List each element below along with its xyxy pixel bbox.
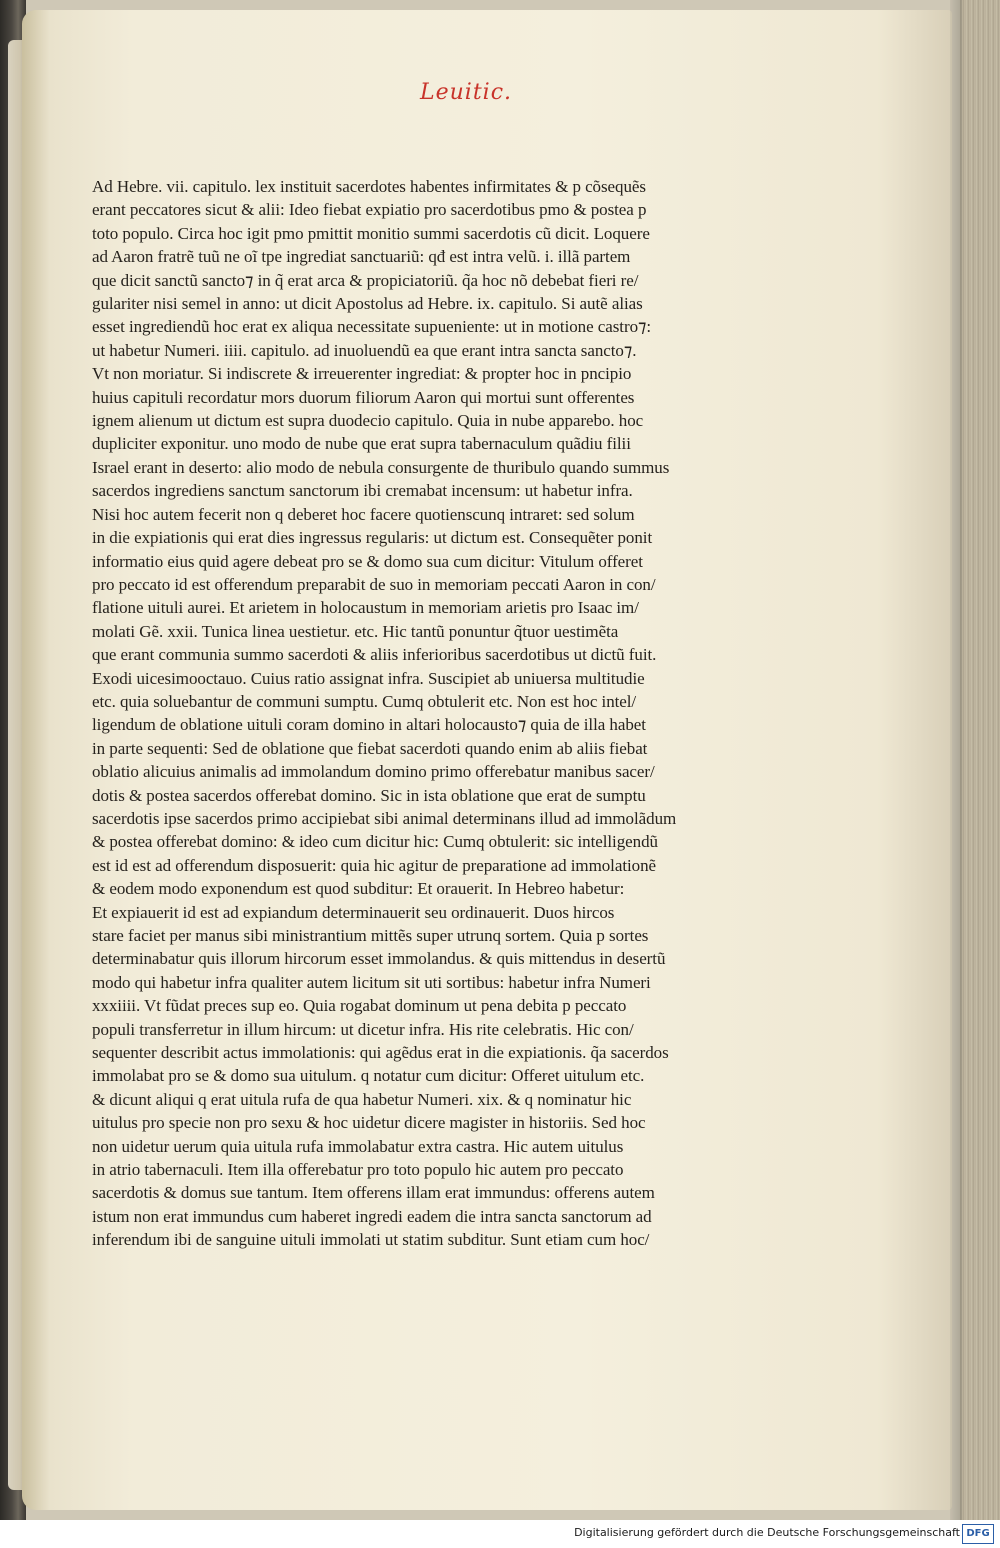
text-line: ad Aaron fratrẽ tuũ ne oĩ tpe ingrediat sanctuariũ: qđ est intra velũ. i. illã partem [92,247,631,267]
text-line: sacerdos ingrediens sanctum sanctorum ibi cremabat incensum: ut habetur infra. [92,481,633,501]
body-text-block [92,175,732,1252]
text-line: Israel erant in deserto: alio modo de nebula consurgente de thuribulo quando summus [92,457,670,477]
text-line: molati Gẽ. xxii. Tunica linea uestietur. etc. Hic tantũ ponuntur q̃tuor uestimẽta [92,621,619,641]
text-line: immolabat pro se & domo sua uitulum. q notatur cum dicitur: Offeret uitulum etc. [92,1066,645,1086]
text-line: inferendum ibi de sanguine uituli immolati ut statim subditur. Sunt etiam cum hoc/ [92,1230,650,1250]
text-line: que dicit sanctũ sancto⁊ in q̃ erat arca & propiciatoriũ. q̃a hoc nõ debebat fieri re/ [92,270,639,290]
text-line: oblatio alicuius animalis ad immolandum domino primo offerebatur manibus sacer/ [92,762,655,782]
text-line: informatio eius quid agere debeat pro se & domo sua cum dicitur: Vitulum offeret [92,551,643,571]
text-line: huius capituli recordatur mors duorum filiorum Aaron qui mortui sunt offerentes [92,387,635,407]
text-line: Nisi hoc autem fecerit non q deberet hoc facere quotienscunq intraret: sed solum [92,504,635,524]
text-line: modo qui habetur infra qualiter autem licitum sit uti sortibus: habetur infra Numeri [92,972,651,992]
text-line: & eodem modo exponendum est quod subditur: Et orauerit. In Hebreo habetur: [92,879,625,899]
text-line: & postea offerebat domino: & ideo cum dicitur hic: Cumq obtulerit: sic intelligendũ [92,832,658,852]
text-line: in parte sequenti: Sed de oblatione que fiebat sacerdoti quando enim ab aliis fiebat [92,738,648,758]
text-line: determinabatur quis illorum hircorum esset immolandus. & quis mittendus in desertũ [92,949,666,969]
digitization-credit: Digitalisierung gefördert durch die Deutsche Forschungsgemeinschaft [574,1526,960,1539]
footer-bar [0,1520,1000,1548]
text-line: ligendum de oblatione uituli coram domino in altari holocausto⁊ quia de illa habet [92,715,646,735]
text-line: Exodi uicesimooctauo. Cuius ratio assignat infra. Suscipiet ab uniuersa multitudie [92,668,645,688]
text-line: dupliciter exponitur. uno modo de nube que erat supra tabernaculum quãdiu filii [92,434,631,454]
text-line: in atrio tabernaculi. Item illa offerebatur pro toto populo hic autem pro peccato [92,1160,624,1180]
book-page [22,10,952,1510]
text-line: in die expiationis qui erat dies ingressus regularis: ut dictum est. Consequẽter ponit [92,528,653,548]
text-line: esset ingrediendũ hoc erat ex aliqua necessitate supueniente: ut in motione castro⁊: [92,317,652,337]
page-stack-edge [960,0,1000,1520]
text-line: uitulus pro specie non pro sexu & hoc uidetur dicere magister in historiis. Sed hoc [92,1113,646,1133]
text-line: est id est ad offerendum disposuerit: quia hic agitur de preparatione ad immolationẽ [92,855,657,875]
text-line: Vt non moriatur. Si indiscrete & irreuerenter ingrediat: & propter hoc in pncipio [92,364,632,384]
text-line: & dicunt aliqui q erat uitula rufa de qua habetur Numeri. xix. & q nominatur hic [92,1089,632,1109]
text-line: istum non erat immundus cum haberet ingredi eadem die intra sancta sanctorum ad [92,1206,652,1226]
text-line: ut habetur Numeri. iiii. capitulo. ad inuoluendũ ea que erant intra sancta sancto⁊. [92,340,637,360]
text-line: non uidetur uerum quia uitula rufa immolabatur extra castra. Hic autem uitulus [92,1136,624,1156]
text-line: gulariter nisi semel in anno: ut dicit Apostolus ad Hebre. ix. capitulo. Si autẽ alias [92,294,643,314]
text-line: ignem alienum ut dictum est supra duodecio capitulo. Quia in nube apparebo. hoc [92,411,644,431]
text-line: Et expiauerit id est ad expiandum determinauerit seu ordinauerit. Duos hircos [92,902,615,922]
text-line: etc. quia soluebantur de communi sumptu. Cumq obtulerit etc. Non est hoc intel/ [92,691,637,711]
text-line: sequenter describit actus immolationis: qui agẽdus erat in die expiationis. q̃a sacerdos [92,1043,669,1063]
text-line: xxxiiii. Vt fũdat preces sup eo. Quia rogabat dominum ut pena debita p peccato [92,996,627,1016]
text-line: toto populo. Circa hoc igit pmo pmittit monitio summi sacerdotis cũ dicit. Loquere [92,223,650,243]
text-line: sacerdotis & domus sue tantum. Item offerens illam erat immundus: offerens autem [92,1183,655,1203]
text-line: pro peccato id est offerendum preparabit de suo in memoriam peccati Aaron in con/ [92,574,656,594]
running-head: Leuitic. [420,80,513,105]
text-line: flatione uituli aurei. Et arietem in holocaustum in memoriam arietis pro Isaac im/ [92,598,639,618]
text-line: sacerdotis ipse sacerdos primo accipiebat sibi animal determinans illud ad immolãdum [92,808,677,828]
text-line: que erant communia summo sacerdoti & aliis inferioribus sacerdotibus ut dictũ fuit. [92,645,657,665]
text-line: Ad Hebre. vii. capitulo. lex instituit sacerdotes habentes infirmitates & p cõsequẽs [92,177,646,196]
text-line: dotis & postea sacerdos offerebat domino. Sic in ista oblatione que erat de sumptu [92,785,646,805]
text-line: erant peccatores sicut & alii: Ideo fiebat expiatio pro sacerdotibus pmo & postea p [92,200,647,220]
page-edge-shadow [950,0,962,1520]
dfg-logo: DFG [962,1524,994,1544]
text-line: populi transferretur in illum hircum: ut dicetur infra. His rite celebratis. Hic con/ [92,1019,634,1039]
text-line: stare faciet per manus sibi ministrantium mittẽs super utrunq sortem. Quia p sortes [92,926,649,945]
